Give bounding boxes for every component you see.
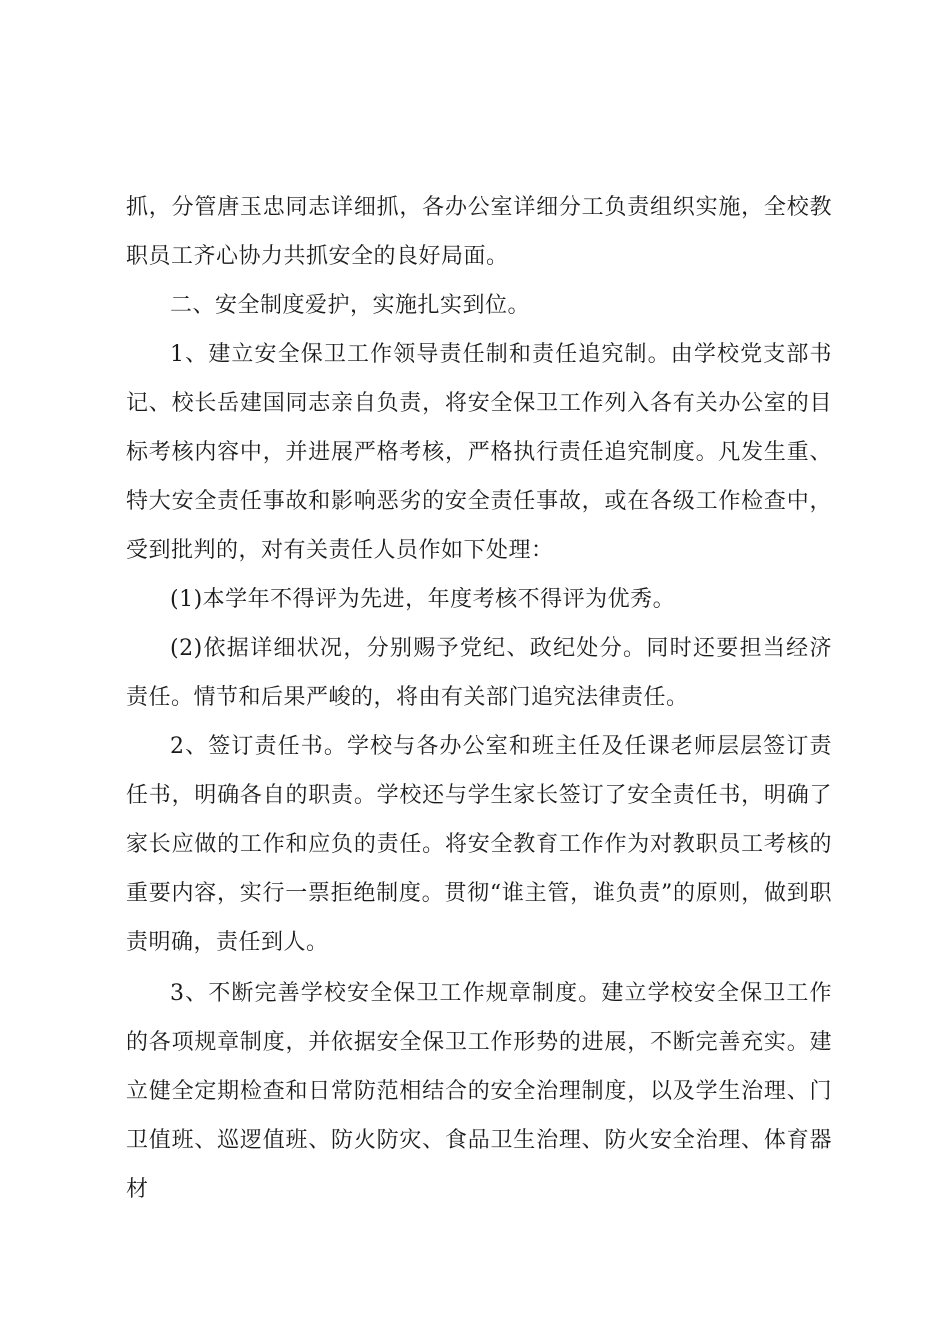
paragraph-subitem-2: (2)依据详细状况，分别赐予党纪、政纪处分。同时还要担当经济责任。情节和后果严峻的，将由有关部门追究法律责任。 [126, 636, 832, 710]
paragraph-item-3: 3、不断完善学校安全保卫工作规章制度。建立学校安全保卫工作的各项规章制度，并依据安全保卫工作形势的进展，不断完善充实。建立健全定期检查和日常防范相结合的安全治理制度，以及学生治理、门卫值班、巡逻值班、防火防灾、食品卫生治理、防火安全治理、体育器材 [126, 981, 832, 1202]
document-body [126, 183, 832, 1214]
paragraph-item-1: 1、建立安全保卫工作领导责任制和责任追究制。由学校党支部书记、校长岳建国同志亲自负责，将安全保卫工作列入各有关办公室的目标考核内容中，并进展严格考核，严格执行责任追究制度。凡发生重、特大安全责任事故和影响恶劣的安全责任事故，或在各级工作检查中，受到批判的，对有关责任人员作如下处理： [126, 342, 832, 563]
paragraph-continuation: 抓，分管唐玉忠同志详细抓，各办公室详细分工负责组织实施，全校教职员工齐心协力共抓安全的良好局面。 [126, 195, 832, 269]
paragraph-subitem-1: (1)本学年不得评为先进，年度考核不得评为优秀。 [170, 587, 676, 612]
paragraph-item-2: 2、签订责任书。学校与各办公室和班主任及任课老师层层签订责任书，明确各自的职责。学校还与学生家长签订了安全责任书，明确了家长应做的工作和应负的责任。将安全教育工作作为对教职员工考核的重要内容，实行一票拒绝制度。贯彻“谁主管，谁负责”的原则，做到职责明确，责任到人。 [126, 734, 832, 955]
section-heading: 二、安全制度爱护，实施扎实到位。 [170, 293, 531, 318]
